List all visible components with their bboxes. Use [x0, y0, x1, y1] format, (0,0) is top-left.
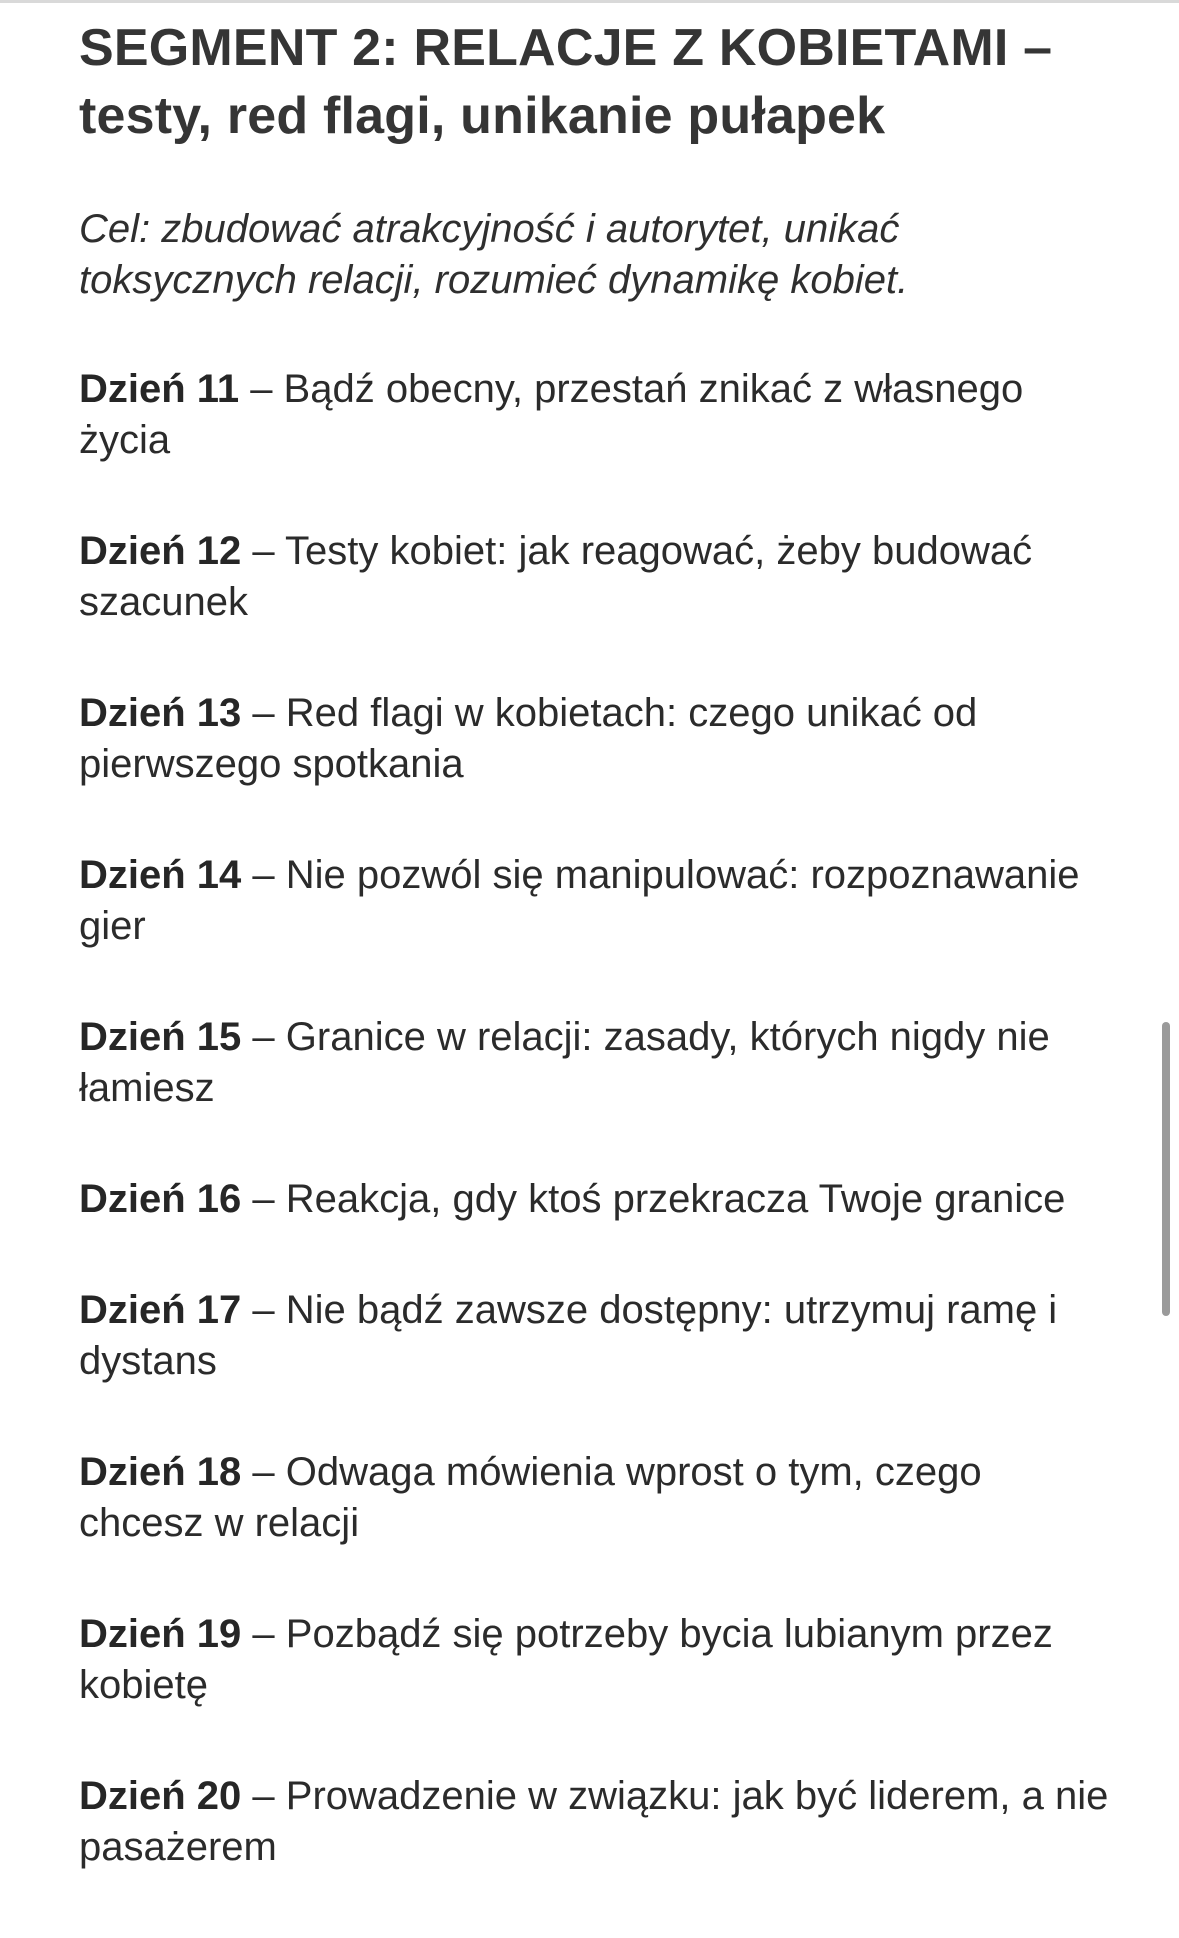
day-label: Dzień 20 — [79, 1774, 242, 1818]
day-text: – Pozbądź się potrzeby bycia lubianym przez kobietę — [79, 1612, 1053, 1707]
day-text: – Reakcja, gdy ktoś przekracza Twoje granice — [241, 1177, 1066, 1221]
top-divider — [0, 0, 1179, 3]
day-text: – Bądź obecny, przestań znikać z własnego życia — [79, 367, 1024, 462]
day-text: – Granice w relacji: zasady, których nigdy nie łamiesz — [79, 1015, 1050, 1110]
day-label: Dzień 15 — [79, 1015, 242, 1059]
day-list — [79, 364, 1109, 1873]
day-text: – Nie pozwól się manipulować: rozpoznawanie gier — [79, 853, 1080, 948]
day-item-13 — [79, 688, 1109, 790]
day-label: Dzień 12 — [79, 529, 242, 573]
day-label: Dzień 13 — [79, 691, 242, 735]
day-label: Dzień 17 — [79, 1288, 242, 1332]
segment-goal: Cel: zbudować atrakcyjność i autorytet, unikać toksycznych relacji, rozumieć dynamikę kobiet. — [79, 207, 909, 302]
day-label: Dzień 16 — [79, 1177, 242, 1221]
day-item-17 — [79, 1285, 1109, 1387]
day-label: Dzień 18 — [79, 1450, 242, 1494]
day-label: Dzień 14 — [79, 853, 242, 897]
day-item-19 — [79, 1609, 1109, 1711]
day-item-11 — [79, 364, 1109, 466]
day-text: – Testy kobiet: jak reagować, żeby budować szacunek — [79, 529, 1033, 624]
day-item-18 — [79, 1447, 1109, 1549]
day-label: Dzień 19 — [79, 1612, 242, 1656]
day-text: – Nie bądź zawsze dostępny: utrzymuj ramę i dystans — [79, 1288, 1058, 1383]
day-item-16 — [79, 1174, 1109, 1225]
day-item-12 — [79, 526, 1109, 628]
day-item-14 — [79, 850, 1109, 952]
day-item-15 — [79, 1012, 1109, 1114]
day-text: – Odwaga mówienia wprost o tym, czego chcesz w relacji — [79, 1450, 982, 1545]
day-text: – Red flagi w kobietach: czego unikać od pierwszego spotkania — [79, 691, 978, 786]
day-label: Dzień 11 — [79, 367, 240, 411]
day-item-20 — [79, 1771, 1109, 1873]
segment-heading: SEGMENT 2: RELACJE Z KOBIETAMI – testy, red flagi, unikanie pułapek — [79, 19, 1053, 145]
scrollbar-thumb[interactable] — [1162, 1022, 1170, 1316]
document-content — [79, 14, 1109, 1933]
day-text: – Prowadzenie w związku: jak być liderem, a nie pasażerem — [79, 1774, 1109, 1869]
